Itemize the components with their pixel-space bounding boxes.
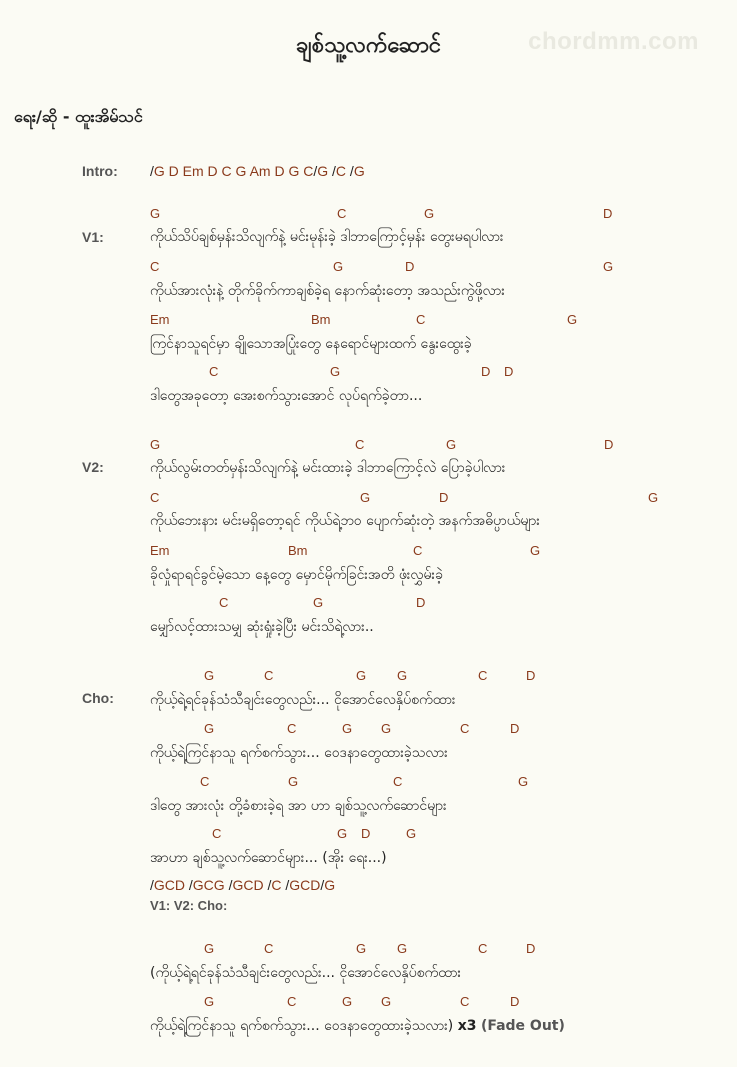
author-credit: ရေး/ဆို - ထူးအိမ်သင် <box>14 107 143 126</box>
chord: C <box>264 941 274 956</box>
v1-chord-line-1 <box>148 206 728 222</box>
chord: G <box>288 774 299 789</box>
chord: G <box>381 994 392 1009</box>
chord: G <box>333 259 344 274</box>
chord: G <box>424 206 435 221</box>
cho-chord-line-4 <box>148 826 728 842</box>
chord: D <box>510 994 520 1009</box>
progression-token: / <box>320 877 325 893</box>
chord: C <box>150 259 160 274</box>
v2-label: V2: <box>82 459 104 475</box>
chord: C <box>287 994 297 1009</box>
v1-lyric-line-4: ဒါတွေအခုတော့ အေးစက်သွားအောင် လုပ်ရက်ခဲ့တာ... <box>150 388 423 404</box>
cho-lyric-line-1: ကိုယ့်ရဲ့ရင်ခုန်သံသီချင်းတွေလည်း... ငိုအောင်လေနှိပ်စက်ထား <box>150 692 456 708</box>
v1-lyric-line-1: ကိုယ်သိပ်ချစ်မှန်းသိလျက်နဲ့ မင်းမုန်းခဲ့ ဒါဘာကြောင့်မှန်း တွေးမရပါလား <box>150 229 504 245</box>
chord: Bm <box>288 543 308 558</box>
chord: G <box>397 668 408 683</box>
intro-label: Intro: <box>82 163 118 179</box>
progression-chords: G D Em D C G Am D G C <box>153 163 314 179</box>
progression-token: / <box>224 877 233 893</box>
chord: G <box>406 826 417 841</box>
v1-lyric-line-3: ကြင်နာသူရင်မှာ ချိုသောအပြုံးတွေ နေရောင်များထက် နွေးထွေးခဲ့ <box>150 336 472 352</box>
chord: G <box>313 595 324 610</box>
progression-token: / <box>263 877 272 893</box>
chord: D <box>361 826 371 841</box>
chord: D <box>439 490 449 505</box>
intro-progression <box>150 163 365 179</box>
outro-lyric-text: ကိုယ့်ရဲ့ကြင်နာသူ ရက်စက်သွား... ဝေဒနာတွေထားခဲ့သလား) <box>150 1018 454 1034</box>
chord: G <box>356 668 367 683</box>
chord: D <box>526 668 536 683</box>
progression-token: / <box>185 877 193 893</box>
chord: C <box>416 312 426 327</box>
chord: D <box>603 206 613 221</box>
fade-out-note <box>481 1018 565 1034</box>
chord: C <box>287 721 297 736</box>
progression-chord: C <box>271 877 282 893</box>
chord: Em <box>150 312 170 327</box>
chord: G <box>342 721 353 736</box>
cho-chord-line-3 <box>148 774 728 790</box>
fade-paren: ( <box>480 1018 488 1034</box>
v1-lyric-line-2: ကိုယ်အားလုံးနဲ့ တိုက်ခိုက်ကာချစ်ခဲ့ရ နောက်ဆုံးတော့ အသည်းကွဲဖို့လား <box>150 283 505 299</box>
cho-chord-line-1 <box>148 668 728 684</box>
site-watermark: chordmm.com <box>528 28 699 55</box>
chord: G <box>204 941 215 956</box>
chord: G <box>330 364 341 379</box>
v2-lyric-line-3: ခိုလှုံရာရင်ခွင်မဲ့သော နေ့တွေ မှောင်မိုက်ခြင်းအတိ ဖုံးလွှမ်းခဲ့ <box>150 567 443 583</box>
chord: D <box>405 259 415 274</box>
chord: C <box>478 941 488 956</box>
v1-chord-line-3 <box>148 312 728 328</box>
chord: D <box>504 364 514 379</box>
chord: G <box>204 668 215 683</box>
progression-chord: G <box>353 163 365 179</box>
cho-chord-line-2 <box>148 721 728 737</box>
chord: G <box>530 543 541 558</box>
chord: D <box>526 941 536 956</box>
chord: G <box>446 437 457 452</box>
chord: C <box>337 206 347 221</box>
v2-chord-line-1 <box>148 437 728 453</box>
chord: C <box>200 774 210 789</box>
progression-chord: GCD <box>289 877 321 893</box>
progression-chord: GCG <box>192 877 225 893</box>
chord: C <box>460 721 470 736</box>
v2-lyric-line-1: ကိုယ်လွမ်းတတ်မှန်းသိလျက်နဲ့ မင်းထားခဲ့ ဒါဘာကြောင့်လဲ ပြောခဲ့ပါလား <box>150 460 506 476</box>
cho-lyric-line-2: ကိုယ့်ရဲ့ကြင်နာသူ ရက်စက်သွား... ဝေဒနာတွေထားခဲ့သလား <box>150 745 448 761</box>
v2-chord-line-4 <box>148 595 728 611</box>
progression-token: / <box>313 163 318 179</box>
outro-chord-line-1 <box>148 941 728 957</box>
fade-paren: ) <box>558 1018 565 1034</box>
progression-chord: GCD <box>153 877 186 893</box>
chord: G <box>204 721 215 736</box>
interlude-progression <box>150 877 335 893</box>
chord: Bm <box>311 312 331 327</box>
chord: D <box>510 721 520 736</box>
v2-chord-line-3 <box>148 543 728 559</box>
chord: G <box>381 721 392 736</box>
chord: C <box>209 364 219 379</box>
chord: G <box>337 826 348 841</box>
chord: C <box>413 543 423 558</box>
chord: C <box>460 994 470 1009</box>
chord: G <box>648 490 659 505</box>
outro-lyric-line-1: (ကိုယ့်ရဲ့ရင်ခုန်သံသီချင်းတွေလည်း... ငိုအောင်လေနှိပ်စက်ထား <box>150 965 462 981</box>
chord: C <box>150 490 160 505</box>
progression-token: / <box>150 877 154 893</box>
cho-lyric-line-3: ဒါတွေ အားလုံး တို့ခံစားခဲ့ရ အာ ဟာ ချစ်သူ့လက်ဆောင်များ <box>150 798 447 814</box>
chord: G <box>150 206 161 221</box>
chord: C <box>212 826 222 841</box>
progression-chord: G <box>324 877 336 893</box>
v1-chord-line-2 <box>148 259 728 275</box>
cho-lyric-line-4: အာဟာ ချစ်သူ့လက်ဆောင်များ... (အိုး ရေး...) <box>150 850 387 866</box>
outro-chord-line-2 <box>148 994 728 1010</box>
chord: D <box>604 437 614 452</box>
chord: G <box>567 312 578 327</box>
chord: G <box>518 774 529 789</box>
v1-label: V1: <box>82 229 104 245</box>
outro-lyric-line-2 <box>150 1016 565 1037</box>
progression-token: / <box>281 877 290 893</box>
chord: G <box>356 941 367 956</box>
chord: G <box>603 259 614 274</box>
v1-chord-line-4 <box>148 364 728 380</box>
progression-token: / <box>150 163 154 179</box>
chord: Em <box>150 543 170 558</box>
repeat-marker: x3 <box>457 1018 477 1034</box>
chord: G <box>342 994 353 1009</box>
fade-text: Fade Out <box>487 1018 559 1034</box>
section-sequence: V1: V2: Cho: <box>150 898 228 913</box>
progression-token: / <box>328 163 336 179</box>
chord: G <box>204 994 215 1009</box>
chord: D <box>481 364 491 379</box>
progression-chord: G <box>317 163 329 179</box>
progression-chord: C <box>335 163 347 179</box>
chord: G <box>397 941 408 956</box>
chord: G <box>150 437 161 452</box>
chord: C <box>478 668 488 683</box>
v2-lyric-line-2: ကိုယ်ဘေးနား မင်းမရှိတော့ရင် ကိုယ်ရဲ့ဘဝ ပျောက်ဆုံးတဲ့ အနက်အဓိပ္ပာယ်များ <box>150 513 540 529</box>
chord: G <box>360 490 371 505</box>
chord: D <box>416 595 426 610</box>
chord: C <box>355 437 365 452</box>
progression-chord: GCD <box>232 877 264 893</box>
v2-lyric-line-4: မျှော်လင့်ထားသမျှ ဆုံးရှုံးခဲ့ပြီး မင်းသိရဲ့လား.. <box>150 619 374 635</box>
chord: C <box>219 595 229 610</box>
v2-chord-line-2 <box>148 490 728 506</box>
chord: C <box>264 668 274 683</box>
song-title: ချစ်သူ့လက်ဆောင် <box>295 33 442 58</box>
chorus-label: Cho: <box>82 690 114 706</box>
progression-token: / <box>346 163 354 179</box>
chord: C <box>393 774 403 789</box>
